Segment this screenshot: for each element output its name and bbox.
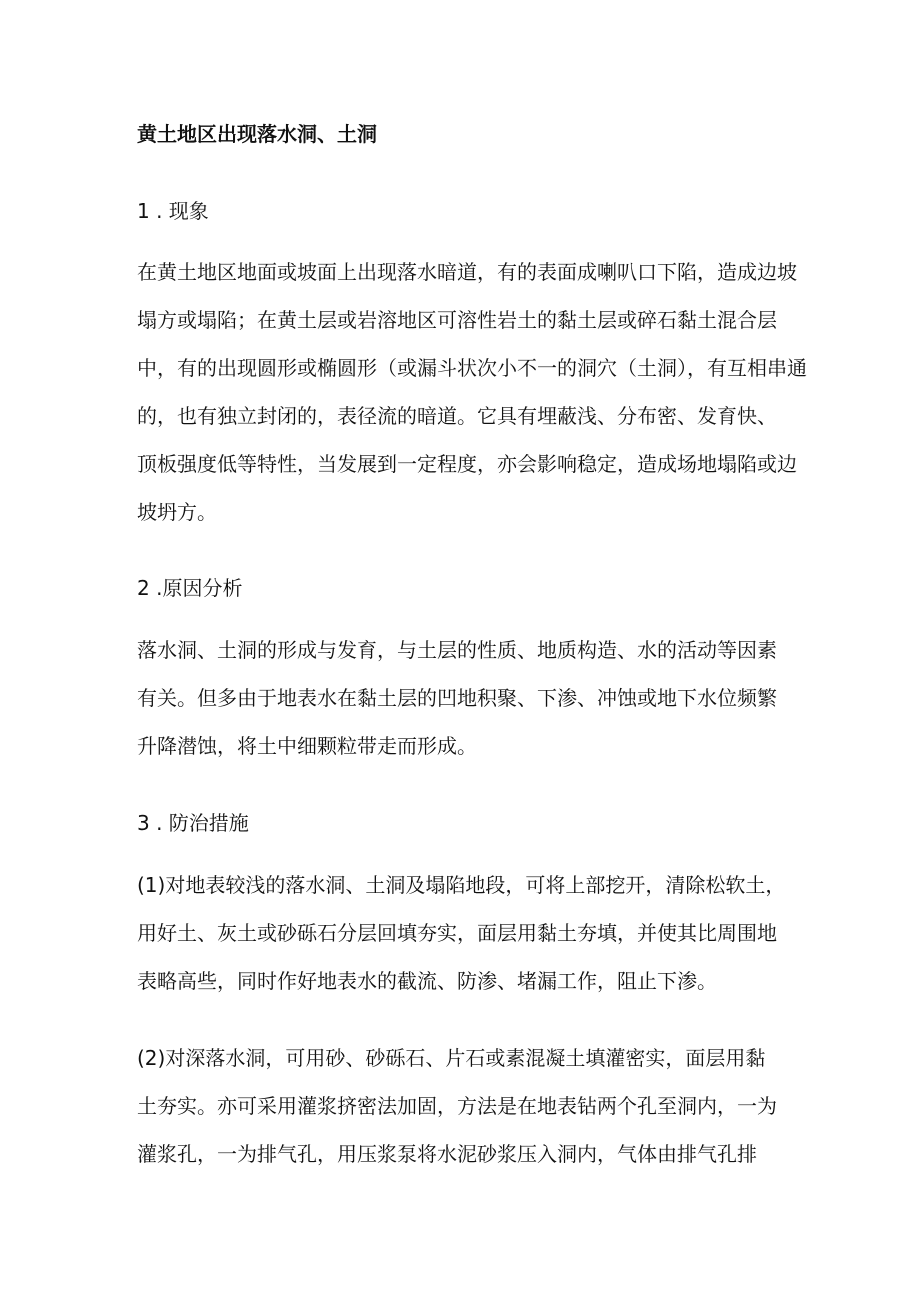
paragraph-line: 的，也有独立封闭的，表径流的暗道。它具有埋蔽浅、分布密、发育快、 [137,404,777,428]
paragraph-line: 表略高些，同时作好地表水的截流、防渗、堵漏工作，阻止下渗。 [137,969,717,993]
paragraph-line: 土夯实。亦可采用灌浆挤密法加固，方法是在地表钻两个孔至洞内，一为 [137,1094,777,1118]
paragraph-line: (2)对深落水洞，可用砂、砂砾石、片石或素混凝土填灌密实，面层用黏 [137,1046,766,1070]
paragraph-line: 灌浆孔，一为排气孔，用压浆泵将水泥砂浆压入洞内，气体由排气孔排 [137,1142,757,1166]
paragraph-line: 在黄土地区地面或坡面上出现落水暗道，有的表面成喇叭口下陷，造成边坡 [137,260,797,284]
paragraph-line: 落水洞、土洞的形成与发育，与土层的性质、地质构造、水的活动等因素 [137,638,777,662]
paragraph-line: 顶板强度低等特性，当发展到一定程度，亦会影响稳定，造成场地塌陷或边 [137,452,797,476]
paragraph-line: 升降潜蚀，将土中细颗粒带走而形成。 [137,734,477,758]
paragraph-line: 有关。但多由于地表水在黏土层的凹地积聚、下渗、冲蚀或地下水位频繁 [137,686,777,710]
paragraph-line: 中，有的出现圆形或椭圆形（或漏斗状次小不一的洞穴（土洞），有互相串通 [137,356,807,380]
section-2-heading: 2 .原因分析 [137,576,243,600]
paragraph-line: 塌方或塌陷；在黄土层或岩溶地区可溶性岩土的黏土层或碎石黏土混合层 [137,308,777,332]
section-3-heading: 3 . 防治措施 [137,811,249,835]
section-1-heading: 1 . 现象 [137,199,209,223]
paragraph-line: 坡坍方。 [137,500,217,524]
document-title: 黄土地区出现落水洞、土洞 [137,122,377,146]
paragraph-line: 用好土、灰土或砂砾石分层回填夯实，面层用黏土夯填，并使其比周围地 [137,921,777,945]
paragraph-line: (1)对地表较浅的落水洞、土洞及塌陷地段，可将上部挖开，清除松软土， [137,873,786,897]
